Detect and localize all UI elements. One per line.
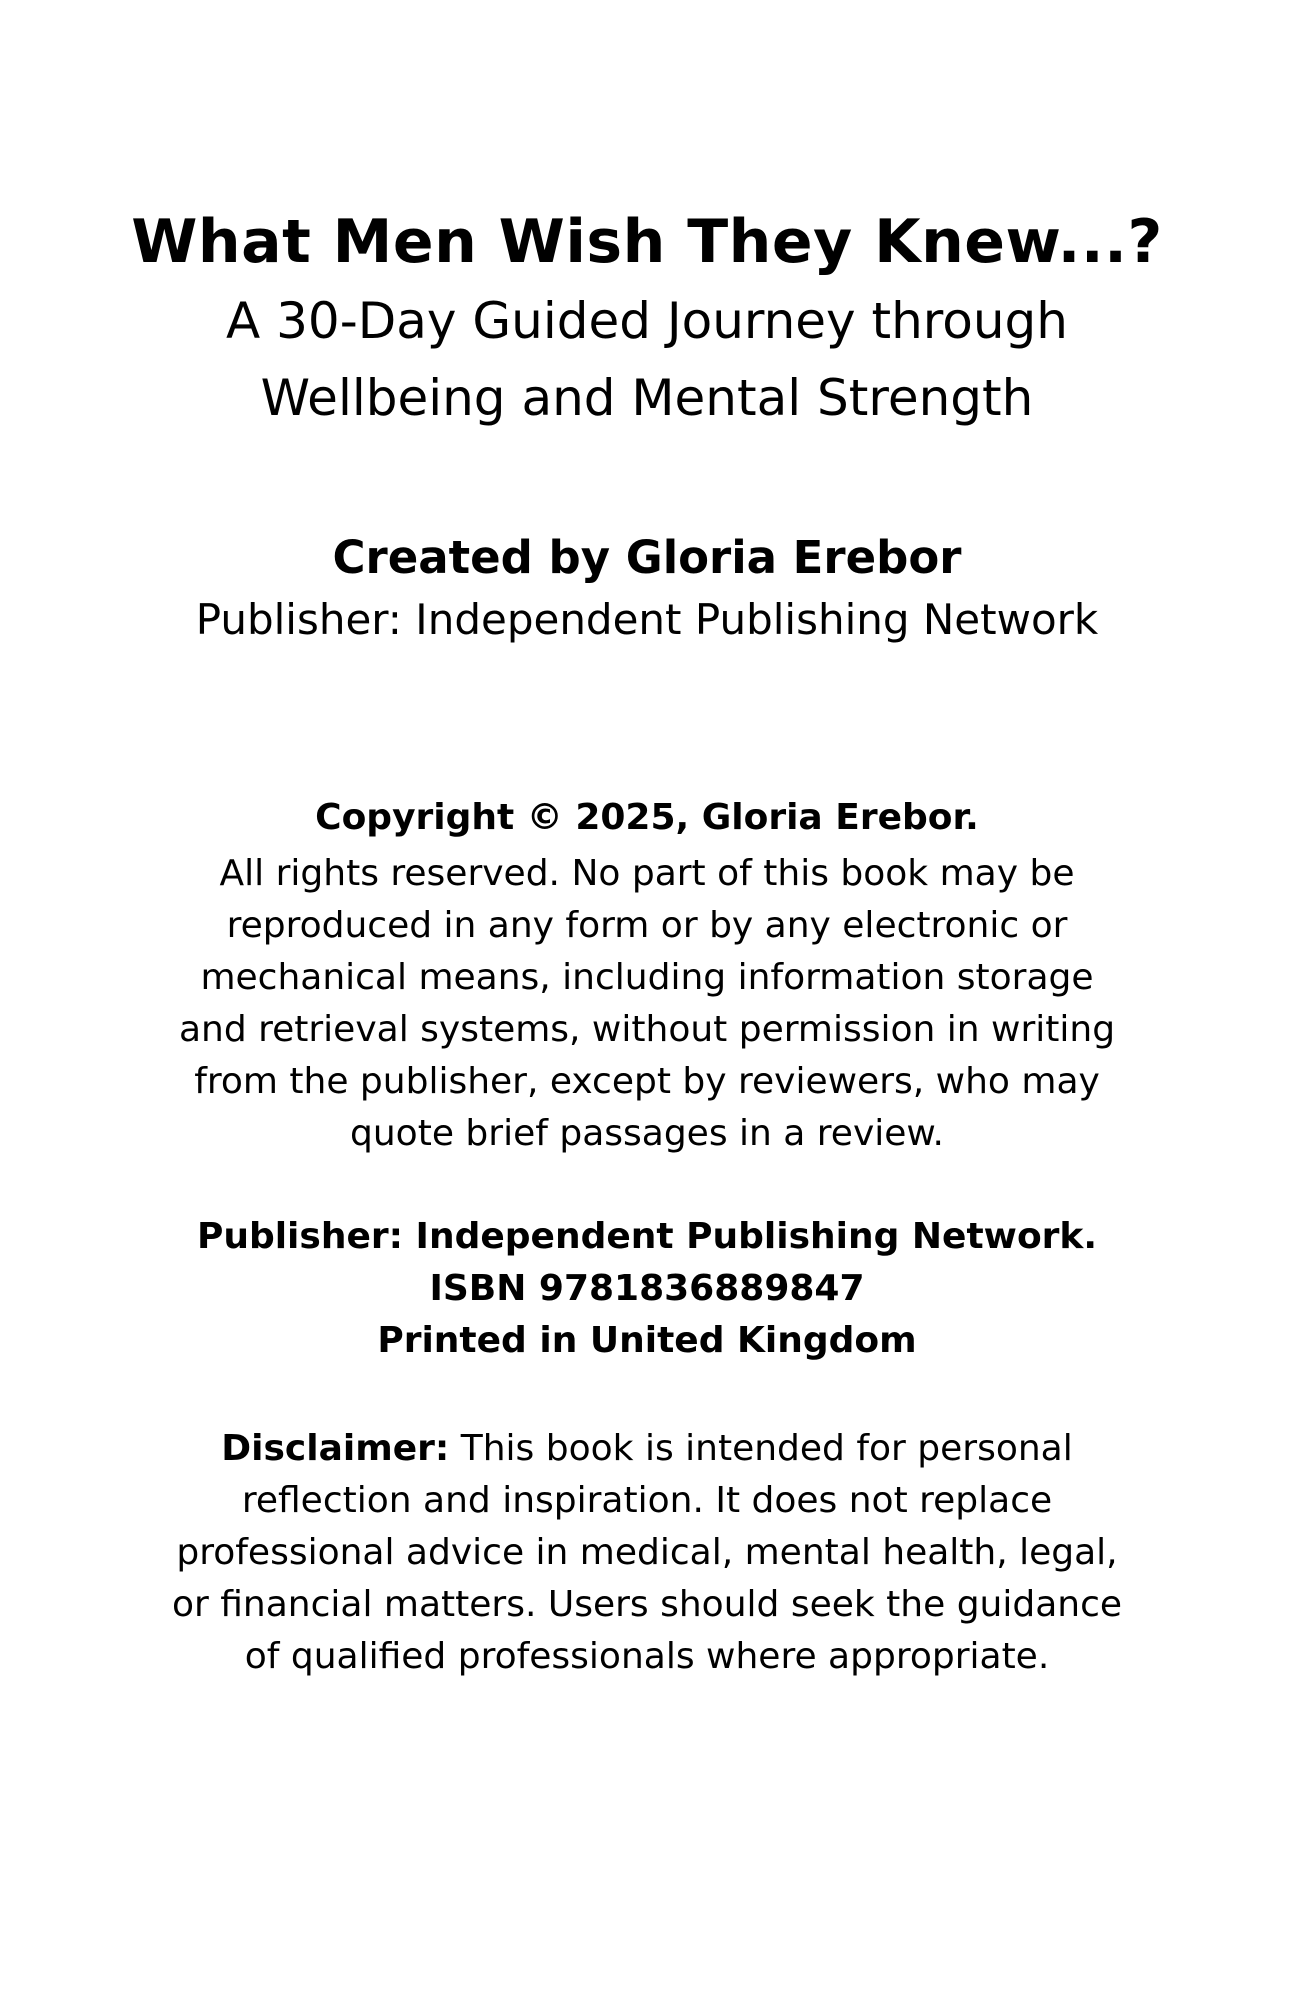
- rights-line: quote brief passages in a review.: [350, 1113, 944, 1154]
- disclaimer-line: reflection and inspiration. It does not replace: [241, 1480, 1053, 1521]
- copyright-notice: Copyright © 2025, Gloria Erebor.: [315, 797, 979, 838]
- publication-publisher: Publisher: Independent Publishing Network.: [196, 1216, 1098, 1257]
- printed-location: Printed in United Kingdom: [377, 1320, 917, 1361]
- isbn: ISBN 9781836889847: [429, 1268, 865, 1309]
- disclaimer: [125, 1423, 1169, 1683]
- rights-line: All rights reserved. No part of this book may be: [219, 853, 1075, 894]
- disclaimer-line: of qualified professionals where appropriate.: [244, 1636, 1050, 1677]
- publisher-credit: Publisher: Independent Publishing Network: [195, 595, 1099, 644]
- book-title: What Men Wish They Knew...?: [131, 207, 1163, 277]
- publication-info: [0, 1211, 1294, 1367]
- book-subtitle: [0, 283, 1294, 437]
- rights-line: and retrieval systems, without permission in writing: [178, 1009, 1116, 1050]
- disclaimer-label: Disclaimer:: [221, 1428, 450, 1469]
- subtitle-line-2: Wellbeing and Mental Strength: [260, 369, 1034, 427]
- disclaimer-line: or financial matters. Users should seek the guidance: [171, 1584, 1123, 1625]
- rights-line: mechanical means, including information storage: [200, 957, 1094, 998]
- rights-line: reproduced in any form or by any electronic or: [226, 905, 1068, 946]
- subtitle-line-1: A 30-Day Guided Journey through: [226, 292, 1068, 350]
- disclaimer-first-text: This book is intended for personal: [449, 1428, 1073, 1469]
- disclaimer-first-line: [125, 1423, 1169, 1475]
- disclaimer-line: professional advice in medical, mental health, legal,: [176, 1532, 1118, 1573]
- rights-statement: [120, 848, 1174, 1160]
- rights-line: from the publisher, except by reviewers, who may: [194, 1061, 1100, 1102]
- creator-credit: Created by Gloria Erebor: [332, 531, 962, 584]
